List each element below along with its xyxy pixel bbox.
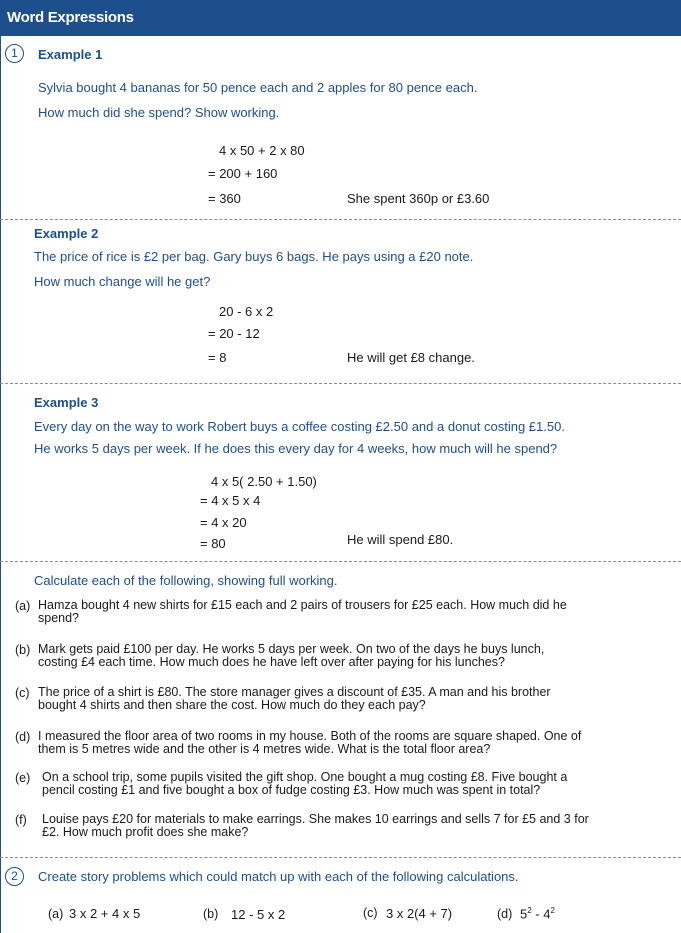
example-3-work-4: = 80 — [200, 536, 226, 551]
left-margin-line — [0, 36, 1, 933]
question-a-label: (a) — [15, 599, 31, 613]
question-b-label: (b) — [15, 643, 31, 657]
calc-d-base-1: 5 — [520, 906, 528, 922]
example-1-line-1: Sylvia bought 4 bananas for 50 pence each and 2 apples for 80 pence each. — [38, 80, 478, 95]
example-2-title: Example 2 — [34, 226, 99, 241]
question-b-text: Mark gets paid £100 per day. He works 5 days per week. On two of the days he buys lunch, costing £4 each time. How much does he have left over after paying for his lunches? — [38, 642, 545, 669]
example-1-line-2: How much did she spend? Show working. — [38, 105, 280, 120]
page-title: Word Expressions — [7, 9, 134, 26]
section-1-number: 1 — [5, 44, 24, 63]
divider — [0, 561, 681, 562]
example-1-work-2: = 200 + 160 — [208, 166, 278, 181]
calc-b-label: (b) — [203, 907, 219, 921]
calc-a-expression: 3 x 2 + 4 x 5 — [69, 906, 141, 921]
example-3-answer: He will spend £80. — [347, 532, 454, 547]
header-bar — [0, 0, 681, 36]
divider — [0, 383, 681, 384]
example-2-line-1: The price of rice is £2 per bag. Gary buys 6 bags. He pays using a £20 note. — [34, 249, 474, 264]
calc-c-label: (c) — [363, 906, 378, 920]
question-f-text: Louise pays £20 for materials to make earrings. She makes 10 earrings and sells 7 for £5 and 3 for £2. How much profit does she make? — [42, 812, 589, 839]
example-3-work-3: = 4 x 20 — [200, 515, 247, 530]
example-2-line-2: How much change will he get? — [34, 274, 211, 289]
calc-d-base-2: 4 — [543, 906, 551, 922]
calc-d-exponent-2: 2 — [550, 906, 555, 915]
example-3-line-1: Every day on the way to work Robert buys a coffee costing £2.50 and a donut costing £1.50. — [34, 419, 565, 434]
section-1-instruction: Calculate each of the following, showing full working. — [34, 573, 338, 588]
example-2-work-2: = 20 - 12 — [208, 326, 260, 341]
question-d-text: I measured the floor area of two rooms in my house. Both of the rooms are square shaped. One of them is 5 metres wide and the other is 4 metres wide. What is the total floor area? — [38, 729, 582, 756]
calc-d-label: (d) — [497, 907, 513, 921]
example-1-work-3: = 360 — [208, 191, 241, 206]
example-3-title: Example 3 — [34, 395, 99, 410]
section-2-number: 2 — [5, 867, 24, 886]
question-e-text: On a school trip, some pupils visited the gift shop. One bought a mug costing £8. Five bought a pencil costing £1 and five bought a box of fudge costing £3. How much was spent in total? — [42, 770, 568, 797]
example-2-answer: He will get £8 change. — [347, 350, 475, 365]
calc-d-minus: - — [531, 906, 544, 922]
calc-d-exponent-1: 2 — [527, 906, 532, 915]
example-1-work-1: 4 x 50 + 2 x 80 — [219, 143, 305, 158]
calc-d-expression — [520, 906, 555, 921]
question-f-label: (f) — [15, 813, 27, 827]
calc-a-label: (a) — [48, 907, 64, 921]
example-3-line-2: He works 5 days per week. If he does this every day for 4 weeks, how much will he spend? — [34, 441, 558, 456]
section-2-instruction: Create story problems which could match up with each of the following calculations. — [38, 869, 519, 884]
example-2-work-1: 20 - 6 x 2 — [219, 304, 274, 319]
example-3-work-1: 4 x 5( 2.50 + 1.50) — [211, 474, 317, 489]
question-d-label: (d) — [15, 730, 31, 744]
example-3-work-2: = 4 x 5 x 4 — [200, 493, 261, 508]
question-c-text: The price of a shirt is £80. The store manager gives a discount of £35. A man and his brother bought 4 shirts and then share the cost. How much do they each pay? — [38, 685, 551, 712]
question-e-label: (e) — [15, 771, 31, 785]
divider — [0, 857, 681, 858]
calc-c-expression: 3 x 2(4 + 7) — [386, 906, 453, 921]
example-1-answer: She spent 360p or £3.60 — [347, 191, 490, 206]
question-c-label: (c) — [15, 686, 30, 700]
question-a-text: Hamza bought 4 new shirts for £15 each and 2 pairs of trousers for £25 each. How much did he spend? — [38, 598, 567, 625]
divider — [0, 219, 681, 220]
calc-b-expression: 12 - 5 x 2 — [231, 907, 286, 922]
example-2-work-3: = 8 — [208, 350, 227, 365]
example-1-title: Example 1 — [38, 47, 103, 62]
